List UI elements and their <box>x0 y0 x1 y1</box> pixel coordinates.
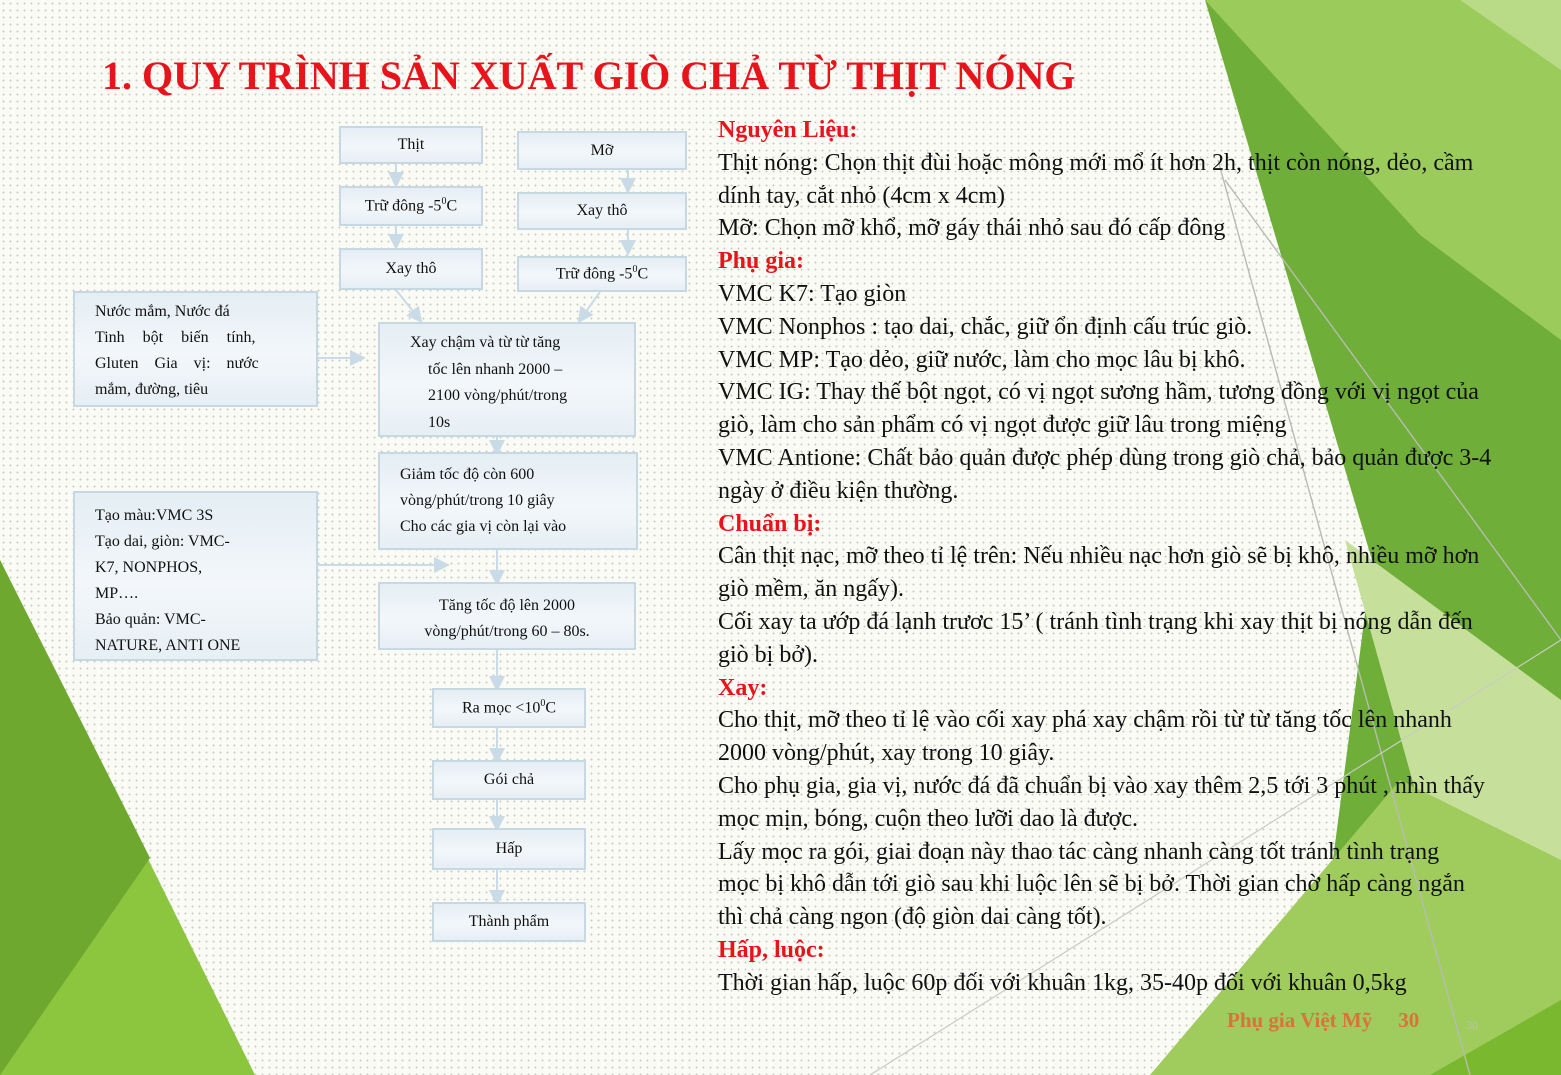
step-mo <box>517 131 687 170</box>
paragraph: Cân thịt nạc, mỡ theo tỉ lệ trên: Nếu nhiều nạc hơn giò sẽ bị khô, nhiều mỡ hơn giò mềm, ăn ngấy). <box>718 543 1480 603</box>
additives-1-line: Tinh bột biến tính, <box>95 329 256 346</box>
additives-2-line: MP…. <box>95 585 139 602</box>
heading-hap-luoc: Hấp, luộc: <box>718 936 825 963</box>
xay-cham-line: 2100 vòng/phút/trong <box>428 387 568 404</box>
step-tru-dong-mo <box>517 256 687 292</box>
xay-cham-line: Xay chậm và từ từ tăng <box>410 334 561 351</box>
additives-1-line: Gluten Gia vị: nước <box>95 355 259 372</box>
heading-phu-gia: Phụ gia: <box>718 248 805 275</box>
step-ra-moc-label: Ra mọc $<10^0C$ <box>461 698 556 717</box>
step-hap-label: Hấp <box>495 840 523 857</box>
flow-arrow <box>580 292 600 320</box>
step-tru-dong-thit <box>339 186 483 226</box>
paragraph: VMC K7: Tạo giòn <box>718 280 907 307</box>
paragraph: VMC IG: Thay thế bột ngọt, có vị ngọt sương hầm, tương đồng với vị ngọt của giò, làm cho sản phẩm có vị ngọt được giữ lâu trong miệng <box>718 379 1479 439</box>
additives-2-line: Tạo màu:VMC 3S <box>95 507 214 524</box>
step-giam-toc <box>378 452 638 550</box>
step-xay-tho-mo <box>517 192 687 230</box>
paragraph: VMC MP: Tạo dẻo, giữ nước, làm cho mọc lâu bị khô. <box>718 346 1246 373</box>
step-goi-cha <box>432 760 586 800</box>
footer-page-number: 30 <box>1398 1008 1420 1032</box>
step-thanh-pham-label: Thành phẩm <box>468 913 550 930</box>
additives-2-line: K7, NONPHOS, <box>95 559 203 576</box>
additives-2-line: NATURE, ANTI ONE <box>95 637 241 654</box>
additives-box-2 <box>73 491 318 661</box>
paragraph: Lấy mọc ra gói, giai đoạn này thao tác càng nhanh càng tốt tránh tình trạng mọc bị khô dẫn tới giò sau khi luộc lên sẽ bị bở. Thời gian chờ hấp càng ngắn thì chả càng ngon (độ giòn dai càng tốt). <box>718 838 1465 931</box>
heading-chuan-bi: Chuẩn bị: <box>718 510 822 537</box>
step-ra-moc <box>432 688 586 728</box>
step-mo-label: Mỡ <box>590 141 614 159</box>
step-tru-dong-mo-label: Trữ đông $-5^0C$ <box>555 264 649 283</box>
heading-nguyen-lieu: Nguyên Liệu: <box>718 117 858 143</box>
footer-brand: Phụ gia Việt Mỹ <box>1227 1008 1373 1032</box>
step-tang-toc <box>378 582 636 650</box>
paragraph: Mỡ: Chọn mỡ khổ, mỡ gáy thái nhỏ sau đó cấp đông <box>718 215 1226 242</box>
tang-toc-line: vòng/phút/trong 60 – 80s. <box>424 623 590 640</box>
step-goi-cha-label: Gói chả <box>483 771 535 788</box>
step-xay-cham <box>378 322 636 437</box>
giam-toc-line: Cho các gia vị còn lại vào <box>400 518 567 535</box>
step-thanh-pham <box>432 902 586 942</box>
paragraph: Cối xay ta ướp đá lạnh trươc 15’ ( tránh tình trạng khi xay thịt bị nóng dẫn đến giò bị bở). <box>718 608 1473 668</box>
additives-2-line: Tạo dai, giòn: VMC- <box>95 533 230 550</box>
giam-toc-line: Giảm tốc độ còn 600 <box>400 466 535 483</box>
paragraph: Thời gian hấp, luộc 60p đối với khuân 1kg, 35-40p đối với khuân 0,5kg <box>718 969 1407 996</box>
slide-number: 30 <box>1466 1018 1478 1032</box>
additives-2-line: Bảo quản: VMC- <box>95 611 206 628</box>
page-title: 1. QUY TRÌNH SẢN XUẤT GIÒ CHẢ TỪ THỊT NÓNG <box>102 53 1076 98</box>
additives-1-line: mắm, đường, tiêu <box>95 381 209 398</box>
heading-xay: Xay: <box>718 674 768 701</box>
paragraph: Thịt nóng: Chọn thịt đùi hoặc mông mới mổ ít hơn 2h, thịt còn nóng, dẻo, cầm dính tay, cắt nhỏ (4cm x 4cm) <box>718 149 1474 209</box>
paragraph: Cho phụ gia, gia vị, nước đá đã chuẩn bị vào xay thêm 2,5 tới 3 phút , nhìn thấy mọc mịn, bóng, cuộn theo lưỡi dao là được. <box>718 772 1485 832</box>
content-panel <box>718 114 1518 1000</box>
step-xay-tho-mo-label: Xay thô <box>576 202 628 219</box>
step-hap <box>432 828 586 870</box>
step-xay-tho-thit-label: Xay thô <box>385 260 437 277</box>
tang-toc-line: Tăng tốc độ lên 2000 <box>439 597 575 614</box>
paragraph: VMC Nonphos : tạo dai, chắc, giữ ổn định cấu trúc giò. <box>718 313 1253 340</box>
step-thit <box>339 126 483 164</box>
step-thit-label: Thịt <box>397 136 425 153</box>
xay-cham-line: tốc lên nhanh 2000 – <box>428 360 563 378</box>
giam-toc-line: vòng/phút/trong 10 giây <box>400 492 555 509</box>
footer <box>1227 1008 1419 1033</box>
paragraph: Cho thịt, mỡ theo tỉ lệ vào cối xay phá xay chậm rồi từ từ tăng tốc lên nhanh 2000 vòng/phút, xay trong 10 giây. <box>718 707 1452 767</box>
xay-cham-line: 10s <box>428 413 451 431</box>
step-tru-dong-thit-label: Trữ đông $-5^0C$ <box>364 196 458 215</box>
step-xay-tho-thit <box>339 248 483 290</box>
flow-arrow <box>396 290 420 320</box>
paragraph: VMC Antione: Chất bảo quản được phép dùng trong giò chả, bảo quản được 3-4 ngày ở điều kiện thường. <box>718 444 1492 504</box>
additives-1-line: Nước mắm, Nước đá <box>95 303 230 320</box>
additives-box-1 <box>73 291 318 407</box>
